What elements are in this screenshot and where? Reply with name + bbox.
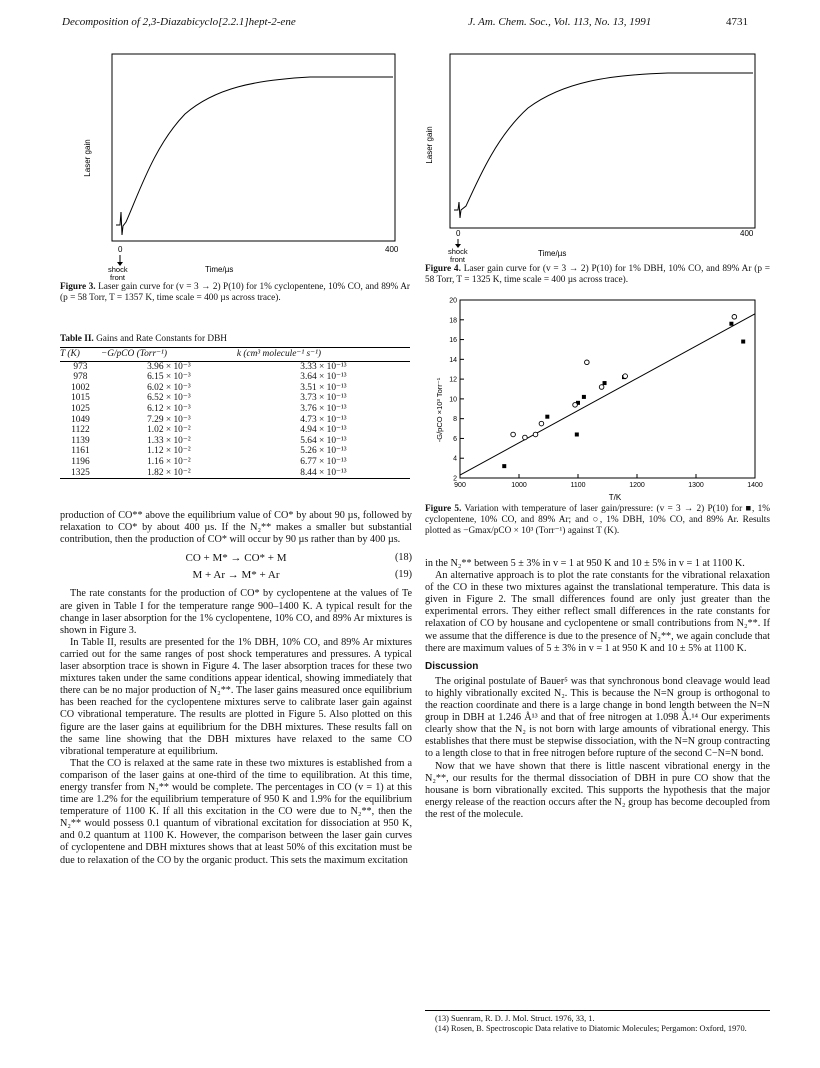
fig5-ytick-label: 12 [449, 376, 457, 384]
table-cell-temp: 1325 [60, 468, 101, 479]
table-cell-gain: 1.33 × 10⁻² [147, 435, 191, 446]
fig4-tick-400: 400 [740, 229, 754, 238]
figure-4-caption [425, 264, 770, 286]
running-head-title: Decomposition of 2,3-Diazabicyclo[2.2.1]hept-2-ene [62, 16, 296, 28]
fig5-point-dbh [623, 374, 628, 379]
table-row [60, 446, 410, 457]
figure-3-trace [60, 40, 410, 280]
eq19-number: (19) [395, 569, 412, 581]
figure-4-trace [418, 40, 768, 262]
table2-grid [60, 347, 410, 479]
table-cell-rate: 3.51 × 10⁻¹³ [300, 382, 347, 393]
fig5-point-dbh [511, 432, 516, 437]
table-cell-temp: 1139 [71, 435, 90, 446]
table-cell-rate: 6.77 × 10⁻¹³ [300, 456, 347, 467]
table-cell-rate: 3.73 × 10⁻¹³ [300, 393, 347, 404]
fig5-ytick-label: 6 [453, 435, 457, 443]
table2-title: Gains and Rate Constants for DBH [96, 334, 228, 344]
figure-5-plot [430, 290, 770, 502]
table-row [60, 372, 410, 383]
table-cell-rate: 5.64 × 10⁻¹³ [300, 435, 347, 446]
discussion-heading: Discussion [425, 660, 479, 672]
table-row [60, 383, 410, 394]
table-cell-temp: 1049 [71, 414, 90, 425]
table-cell-temp: 1025 [71, 403, 90, 414]
right-paragraph-2: An alternative approach is to plot the rate constants for the vibrational relaxation of the CO in these two mixtures against the translational temperature. This data is given in Figure 2. The small differences found are only just greater than the experimental errors. They either reflect small differences in the rate constants for relaxation of CO by housane and cyclopentene or small contributions from N₂**. If we assume that the difference is due to the presence of N₂**, we again conclude that there are maximum values of 5 ± 3% in v = 1 at 950 K and 10 ± 5% at 1100 K. [425, 570, 770, 654]
fig3-tick-400: 400 [385, 245, 399, 254]
fig4-caption-text: Laser gain curve for (v = 3 → 2) P(10) for 1% DBH, 10% CO, and 89% Ar (p = 58 Torr, T = 1325 K, time scale = 400 µs across trace). [425, 264, 771, 285]
fig5-xtick-label: 1100 [570, 482, 586, 489]
table-cell-temp: 1161 [71, 446, 90, 457]
table-row [60, 468, 410, 479]
equation-19 [60, 569, 412, 582]
table-cell-rate: 3.64 × 10⁻¹³ [300, 372, 347, 383]
left-paragraph-2: The rate constants for the production of CO* by cyclopentene at the values of Te are given in Table I for the temperature range 900–1400 K. A typical result for the change in laser absorption for the 1% cyclopentene, 10% CO, and 89% Ar mixtures is shown in Figure 3. [60, 588, 412, 636]
reference-14: (14) Rosen, B. Spectroscopic Data relative to Diatomic Molecules; Pergamon: Oxford, 1970. [435, 1024, 747, 1033]
table-row [60, 425, 410, 436]
fig4-tick-0: 0 [456, 229, 461, 238]
fig4-shock: shock [448, 247, 468, 256]
fig5-point-dbh [732, 315, 737, 320]
table2-header-k: k (cm³ molecule⁻¹ s⁻¹) [237, 348, 410, 362]
fig5-point-cyclopentene [575, 432, 579, 436]
right-paragraph-3: The original postulate of Bauer⁵ was that synchronous bond cleavage would lead to highly vibrationally excited N₂. This is because the N=N group is orthogonal to the reaction coordinate and there is a large change in bond length between the N=N group in DBH at 1.246 Å¹³ and that of free nitrogen at 1.098 Å.¹⁴ Our experiments clearly show that the N₂ is not born with large amounts of vibrational energy. This establishes that there must be stepwise dissociation, with the N=N group contracting to a length close to that in free nitrogen before rupture of the second C−N=N bond. [425, 675, 770, 760]
fig5-point-cyclopentene [729, 322, 733, 326]
figure-4 [418, 40, 768, 262]
table-cell-gain: 1.12 × 10⁻² [147, 446, 191, 457]
table-row [60, 361, 410, 372]
fig5-fit-line [460, 314, 755, 475]
table-cell-gain: 6.15 × 10⁻³ [147, 372, 191, 383]
fig5-xtick-label: 1200 [629, 482, 645, 489]
fig5-xtick-label: 900 [454, 482, 466, 489]
table-cell-temp: 1002 [71, 382, 90, 393]
table-cell-temp: 1196 [71, 456, 90, 467]
table2-label: Table II. [60, 334, 94, 344]
fig5-point-cyclopentene [502, 464, 506, 468]
eq19-body: M + Ar → M* + Ar [192, 569, 280, 582]
table-cell-rate: 3.33 × 10⁻¹³ [300, 361, 347, 372]
fig5-ytick-label: 2 [453, 475, 457, 483]
table-cell-gain: 6.02 × 10⁻³ [147, 382, 191, 393]
fig5-point-dbh [523, 435, 528, 440]
table-cell-gain: 1.82 × 10⁻² [101, 468, 237, 479]
table-cell-gain: 1.16 × 10⁻² [147, 456, 191, 467]
fig5-point-dbh [533, 432, 538, 437]
fig3-shock: shock [108, 265, 128, 274]
fig5-point-cyclopentene [582, 395, 586, 399]
fig5-point-cyclopentene [545, 415, 549, 419]
references [425, 1010, 770, 1034]
fig5-ytick-label: 14 [449, 356, 457, 364]
table-cell-gain: 6.12 × 10⁻³ [147, 403, 191, 414]
figure-5 [430, 290, 770, 502]
page-number: 4731 [726, 16, 748, 28]
figure-3-caption [60, 282, 410, 304]
fig3-front: front [110, 273, 126, 280]
table-cell-gain: 1.02 × 10⁻² [147, 425, 191, 436]
fig5-point-cyclopentene [741, 340, 745, 344]
left-paragraph-3: In Table II, results are presented for the 1% DBH, 10% CO, and 89% Ar mixtures carried out for the same ranges of post shock temperatures and pressures. A typical laser absorption trace is shown in Figure 4. The laser absorption traces for these two mixtures taken under the same conditions appear identical, showing immediately that there can be no major production of N₂**. The laser gains measured once equilibrium has been reached for the cyclopentene mixtures serve to calibrate laser gain against CO vibrational temperature. The results are plotted in Figure 5. Also plotted on this figure are the laser gains at equilibrium for the DBH mixtures. These results fall on the same line showing that the DBH mixtures have relaxed to the same CO vibrational temperature at equilibrium. [60, 636, 412, 757]
eq18-body: CO + M* → CO* + M [185, 552, 287, 565]
fig4-xlabel: Time/µs [538, 249, 567, 258]
fig5-xtick-label: 1000 [511, 482, 527, 489]
fig5-point-cyclopentene [603, 381, 607, 385]
fig3-caption-text: Laser gain curve for (v = 3 → 2) P(10) for 1% cyclopentene, 10% CO, and 89% Ar (p = 58 Torr, T = 1357 K, time scale = 400 µs across trace). [60, 282, 411, 303]
fig5-point-dbh [585, 360, 590, 365]
fig5-caption-label: Figure 5. [425, 504, 462, 514]
fig5-xlabel: T/K [608, 493, 622, 502]
fig3-tick-0: 0 [118, 245, 123, 254]
figure-3 [60, 40, 410, 280]
fig5-ytick-label: 18 [449, 317, 457, 325]
fig3-caption-label: Figure 3. [60, 282, 96, 292]
table-cell-gain: 7.29 × 10⁻³ [147, 414, 191, 425]
table-row [60, 457, 410, 468]
left-paragraph-4: That the CO is relaxed at the same rate in these two mixtures is established from a comparison of the laser gains at one-third of the time to equilibration. At this time, energy transfer from N₂** would be complete. The percentages in CO (v = 1) at this time are 1.2% for the equilibrium temperature of 950 K and 1.9% for the equilibrium temperature of 1100 K. If all this excitation in the CO were due to N₂**, then the N₂** would possess 0.1 quantum of vibrational excitation for dissociation at 950 K, and 0.2 quantum at 1100 K. However, the comparison between the laser gain curves of cyclopentene and DBH mixtures shows that at least 50% of this excitation must be due to relaxation of the CO by the organic product. This sets the maximum excitation [60, 757, 412, 866]
fig5-ytick-label: 4 [453, 455, 457, 463]
table-cell-rate: 8.44 × 10⁻¹³ [237, 468, 410, 479]
eq18-number: (18) [395, 552, 412, 564]
table-2 [60, 334, 410, 479]
table-cell-rate: 4.94 × 10⁻¹³ [300, 425, 347, 436]
fig4-ylabel: Laser gain [425, 126, 434, 164]
fig5-point-dbh [599, 385, 604, 390]
table-row [60, 393, 410, 404]
fig5-caption-text: Variation with temperature of laser gain/pressure: (v = 3 → 2) P(10) for ■, 1% cyclopentene, 10% CO, and 89% Ar; and ○, 1% DBH, 10% CO, and 89% Ar. Results plotted as −Gmax/pCO × 10³ (Torr⁻¹) against T (K). [425, 504, 770, 536]
fig5-ytick-label: 20 [449, 297, 457, 305]
reference-13: (13) Suenram, R. D. J. Mol. Struct. 1976, 33, 1. [435, 1014, 595, 1023]
table-cell-gain: 3.96 × 10⁻³ [147, 361, 191, 372]
right-column-text [425, 558, 770, 821]
fig3-ylabel: Laser gain [83, 139, 92, 177]
fig4-front: front [450, 255, 466, 262]
table-cell-temp: 978 [73, 372, 88, 383]
right-paragraph-4: Now that we have shown that there is little nascent vibrational energy in the N₂**, our results for the thermal dissociation of DBH in pure CO show that the housane is born vibrationally excited. This supports the hypothesis that the major energy release of the reaction occurs after the N₂ group has become decoupled from the rest of the molecule. [425, 760, 770, 820]
left-column-text [60, 510, 412, 867]
table-cell-temp: 1122 [71, 425, 90, 436]
table-cell-gain: 6.52 × 10⁻³ [147, 393, 191, 404]
table-cell-rate: 3.76 × 10⁻¹³ [300, 403, 347, 414]
fig5-point-dbh [539, 421, 544, 426]
fig5-point-dbh [573, 403, 578, 408]
table-cell-rate: 5.26 × 10⁻¹³ [300, 446, 347, 457]
fig5-ytick-label: 16 [449, 337, 457, 345]
running-head-journal: J. Am. Chem. Soc., Vol. 113, No. 13, 1991 [468, 16, 652, 28]
fig5-ytick-label: 10 [449, 396, 457, 404]
table-row [60, 404, 410, 415]
fig5-xtick-label: 1300 [688, 482, 704, 489]
equation-18 [60, 552, 412, 565]
fig3-xlabel: Time/µs [205, 265, 234, 274]
table2-header-g: −G/pCO (Torr⁻¹) [101, 348, 237, 362]
figure-5-caption [425, 504, 770, 537]
table-cell-temp: 1015 [71, 393, 90, 404]
fig5-ytick-label: 8 [453, 416, 457, 424]
fig4-caption-label: Figure 4. [425, 264, 461, 274]
table-row [60, 415, 410, 426]
table-row [60, 436, 410, 447]
left-paragraph-1: production of CO** above the equilibrium value of CO* by about 90 µs, followed by relaxation to CO* by about 400 µs. If the N₂** makes a smaller but substantial contribution, then the production of CO* will occur by 90 µs rather than by 400 µs. [60, 510, 412, 546]
fig5-ylabel: -G/pCO ×10³ Torr⁻¹ [435, 377, 444, 443]
table-cell-temp: 973 [73, 361, 88, 372]
fig5-xtick-label: 1400 [747, 482, 763, 489]
right-paragraph-1: in the N₂** between 5 ± 3% in v = 1 at 950 K and 10 ± 5% in v = 1 at 1100 K. [425, 558, 745, 569]
table2-header-t: T (K) [60, 348, 101, 362]
table-cell-rate: 4.73 × 10⁻¹³ [300, 414, 347, 425]
